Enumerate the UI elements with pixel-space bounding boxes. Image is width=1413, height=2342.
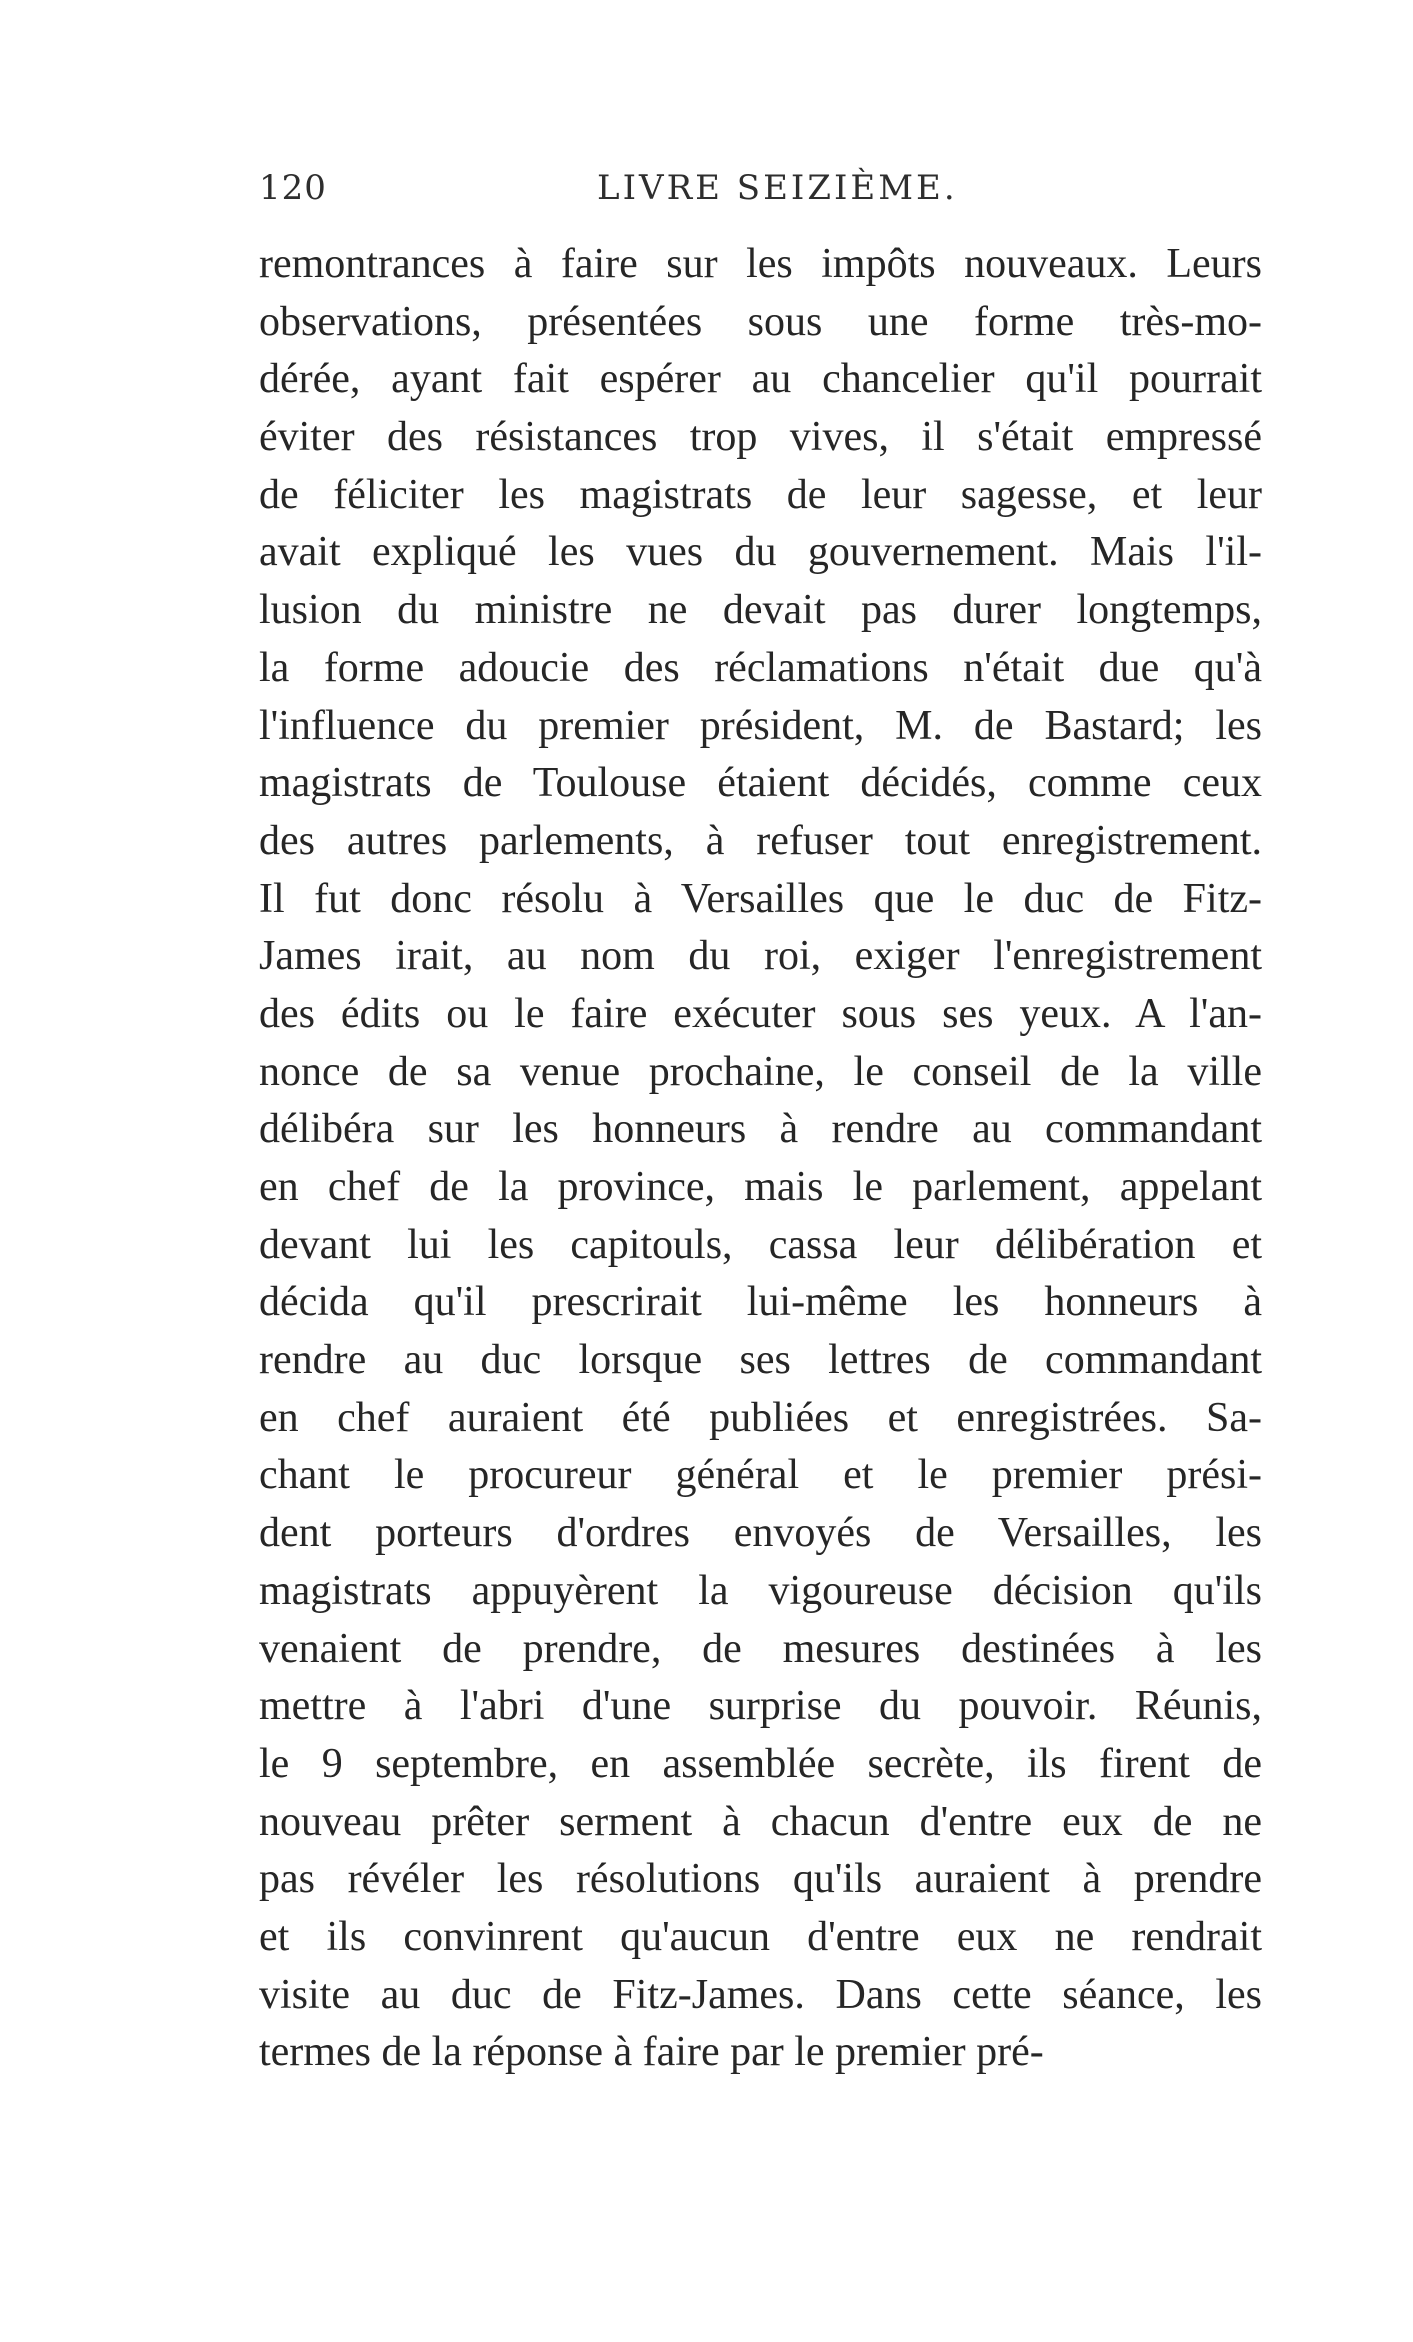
text-line: Il fut donc résolu à Versailles que le duc de Fitz-: [259, 875, 1262, 922]
text-line: James irait, au nom du roi, exiger l'enregistrement: [259, 933, 1262, 980]
page-number: 120: [259, 168, 327, 208]
text-line: décida qu'il prescrirait lui-même les honneurs à: [259, 1279, 1262, 1326]
text-line: de féliciter les magistrats de leur sagesse, et leur: [259, 471, 1262, 518]
text-line: en chef auraient été publiées et enregistrées. Sa-: [259, 1394, 1262, 1441]
body-text: [259, 236, 1262, 2082]
text-line: magistrats appuyèrent la vigoureuse décision qu'ils: [259, 1567, 1262, 1614]
text-line: chant le procureur général et le premier prési-: [259, 1452, 1262, 1499]
text-line: magistrats de Toulouse étaient décidés, comme ceux: [259, 760, 1262, 807]
text-line: visite au duc de Fitz-James. Dans cette séance, les: [259, 1971, 1262, 2018]
text-line: nouveau prêter serment à chacun d'entre eux de ne: [259, 1798, 1262, 1845]
text-line: en chef de la province, mais le parlement, appelant: [259, 1164, 1262, 1210]
text-line: éviter des résistances trop vives, il s'était empressé: [259, 414, 1262, 461]
text-line: remontrances à faire sur les impôts nouveaux. Leurs: [259, 241, 1262, 287]
text-line: et ils convinrent qu'aucun d'entre eux ne rendrait: [259, 1913, 1262, 1960]
running-title: LIVRE SEIZIÈME.: [597, 168, 958, 208]
text-line: venaient de prendre, de mesures destinées à les: [259, 1625, 1262, 1672]
text-line: devant lui les capitouls, cassa leur délibération et: [259, 1221, 1262, 1268]
text-line: dent porteurs d'ordres envoyés de Versailles, les: [259, 1510, 1262, 1557]
running-head: [259, 168, 1262, 218]
text-line: des édits ou le faire exécuter sous ses yeux. A l'an-: [259, 990, 1262, 1037]
text-line: observations, présentées sous une forme très-mo-: [259, 298, 1262, 345]
text-line: le 9 septembre, en assemblée secrète, ils firent de: [259, 1740, 1262, 1787]
text-line: des autres parlements, à refuser tout enregistrement.: [259, 817, 1262, 864]
text-line: la forme adoucie des réclamations n'était due qu'à: [259, 644, 1262, 691]
text-line: termes de la réponse à faire par le premier pré-: [259, 2029, 1044, 2076]
text-line: délibéra sur les honneurs à rendre au commandant: [259, 1106, 1262, 1153]
text-line: avait expliqué les vues du gouvernement. Mais l'il-: [259, 529, 1262, 576]
text-line: dérée, ayant fait espérer au chancelier qu'il pourrait: [259, 356, 1262, 403]
text-line: pas révéler les résolutions qu'ils auraient à prendre: [259, 1856, 1262, 1903]
text-line: rendre au duc lorsque ses lettres de commandant: [259, 1337, 1262, 1384]
text-line: mettre à l'abri d'une surprise du pouvoir. Réunis,: [259, 1683, 1262, 1730]
text-line: lusion du ministre ne devait pas durer longtemps,: [259, 587, 1262, 634]
text-line: l'influence du premier président, M. de Bastard; les: [259, 702, 1262, 749]
text-line: nonce de sa venue prochaine, le conseil de la ville: [259, 1048, 1262, 1095]
